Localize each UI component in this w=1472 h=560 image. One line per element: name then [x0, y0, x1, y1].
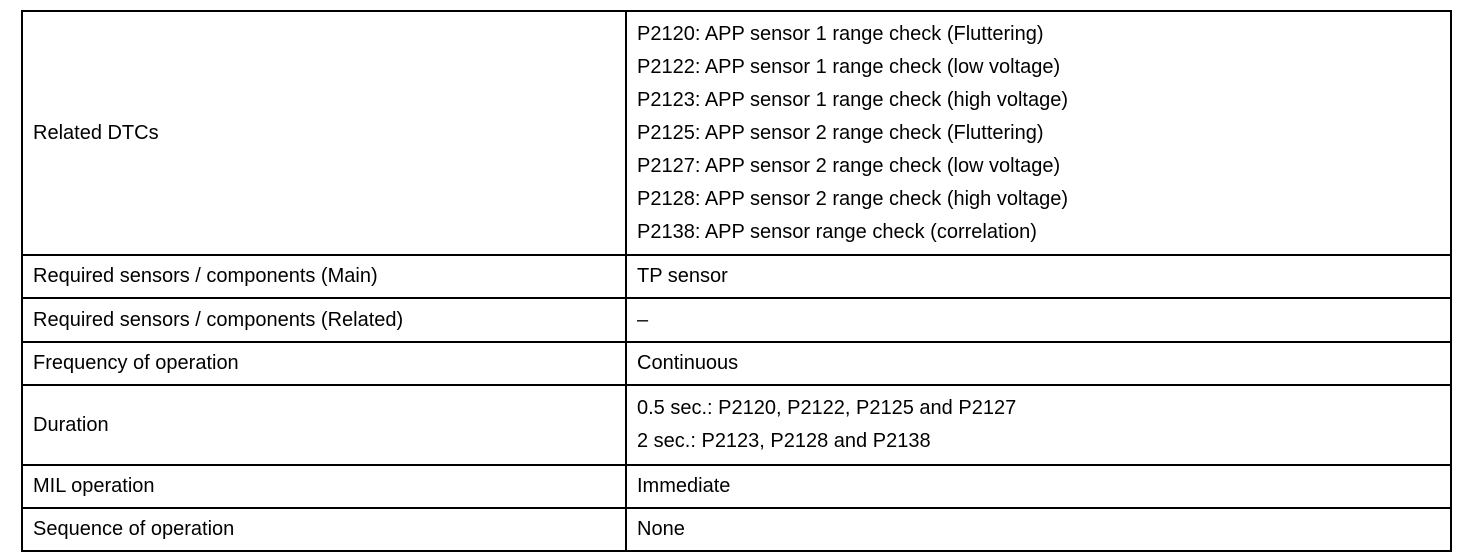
- table-row: [22, 342, 1451, 385]
- dtc-line: P2123: APP sensor 1 range check (high voltage): [637, 88, 1069, 111]
- table-row: [22, 298, 1451, 342]
- row-value: [626, 342, 1451, 385]
- duration-line: 2 sec.: P2123, P2128 and P2138: [637, 430, 931, 452]
- value-line: TP sensor: [637, 265, 728, 287]
- row-label: Frequency of operation: [22, 342, 626, 385]
- monitor-spec-table: [21, 10, 1452, 552]
- value-line: –: [637, 308, 649, 331]
- dtc-line: P2127: APP sensor 2 range check (low voltage): [637, 154, 1061, 177]
- row-value: [626, 255, 1451, 298]
- value-line: Immediate: [637, 475, 731, 497]
- row-label: Required sensors / components (Main): [22, 255, 626, 298]
- dtc-line: P2120: APP sensor 1 range check (Fluttering): [637, 22, 1044, 45]
- row-label: Required sensors / components (Related): [22, 298, 626, 342]
- row-label: Duration: [22, 385, 626, 465]
- table-row: [22, 508, 1451, 551]
- table-row: [22, 255, 1451, 298]
- row-value: [626, 298, 1451, 342]
- value-line: Continuous: [637, 352, 739, 374]
- value-line: None: [637, 518, 685, 540]
- dtc-line: P2128: APP sensor 2 range check (high voltage): [637, 187, 1069, 210]
- row-label: Related DTCs: [22, 11, 626, 255]
- dtc-line: P2125: APP sensor 2 range check (Fluttering): [637, 121, 1044, 144]
- row-value: [626, 465, 1451, 508]
- dtc-line: P2122: APP sensor 1 range check (low voltage): [637, 55, 1061, 78]
- row-label: MIL operation: [22, 465, 626, 508]
- row-label: Sequence of operation: [22, 508, 626, 551]
- row-value: [626, 385, 1451, 465]
- dtc-line: P2138: APP sensor range check (correlation): [637, 220, 1037, 243]
- table-row: [22, 465, 1451, 508]
- row-value: [626, 508, 1451, 551]
- duration-line: 0.5 sec.: P2120, P2122, P2125 and P2127: [637, 397, 1017, 419]
- table-row: [22, 11, 1451, 255]
- row-value: [626, 11, 1451, 255]
- table-row: [22, 385, 1451, 465]
